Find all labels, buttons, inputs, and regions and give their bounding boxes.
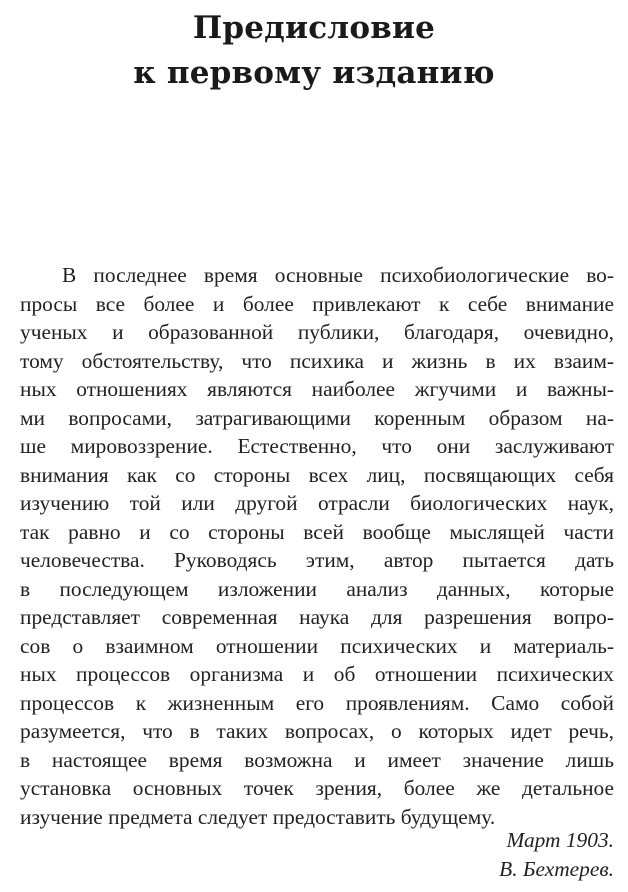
- paragraph-line: человечества. Руководясь этим, автор пытается дать: [20, 548, 614, 572]
- title-line-2: к первому изданию: [133, 55, 495, 91]
- signature-author: В. Бехтерев.: [499, 857, 614, 881]
- paragraph-line: сов о взаимном отношении психических и материаль-: [20, 633, 614, 658]
- paragraph-line: внимания как со стороны всех лиц, посвящающих себя: [20, 462, 614, 487]
- paragraph-line: ше мировоззрение. Естественно, что они заслуживают: [20, 434, 614, 458]
- paragraph-line: в последующем изложении анализ данных, которые: [20, 576, 614, 601]
- paragraph-line: так равно и со стороны всей вообще мыслящей части: [20, 519, 614, 544]
- paragraph-line: В последнее время основные психобиологические во-: [62, 263, 614, 287]
- paragraph-line: ми вопросами, затрагивающими коренным образом на-: [20, 405, 614, 430]
- title-line-1: Предисловие: [192, 10, 436, 46]
- paragraph-line: изучение предмета следует предоставить будущему.: [20, 804, 496, 829]
- paragraph-line: в настоящее время возможна и имеет значение лишь: [20, 747, 614, 772]
- signature-block: [499, 826, 614, 884]
- paragraph-line: представляет современная наука для разрешения вопро-: [20, 605, 614, 629]
- paragraph-line: ных процессов организма и об отношении психических: [20, 662, 614, 686]
- paragraph-line: изучению той или другой отрасли биологических наук,: [20, 491, 614, 515]
- paragraph-line: ученых и образованной публики, благодаря, очевидно,: [20, 320, 614, 344]
- paragraph-line: процессов к жизненным его проявлениям. Само собой: [20, 690, 614, 715]
- paragraph-line: ных отношениях являются наиболее жгучими и важны-: [20, 377, 614, 401]
- page-title: [0, 6, 628, 96]
- paragraph-line: установка основных точек зрения, более же детальное: [20, 776, 614, 800]
- preface-paragraph: [20, 261, 614, 831]
- paragraph-line: просы все более и более привлекают к себе внимание: [20, 291, 614, 316]
- paragraph-line: тому обстоятельству, что психика и жизнь в их взаим-: [20, 348, 614, 373]
- paragraph-line: разумеется, что в таких вопросах, о которых идет речь,: [20, 719, 614, 743]
- signature-date: Март 1903.: [506, 828, 614, 852]
